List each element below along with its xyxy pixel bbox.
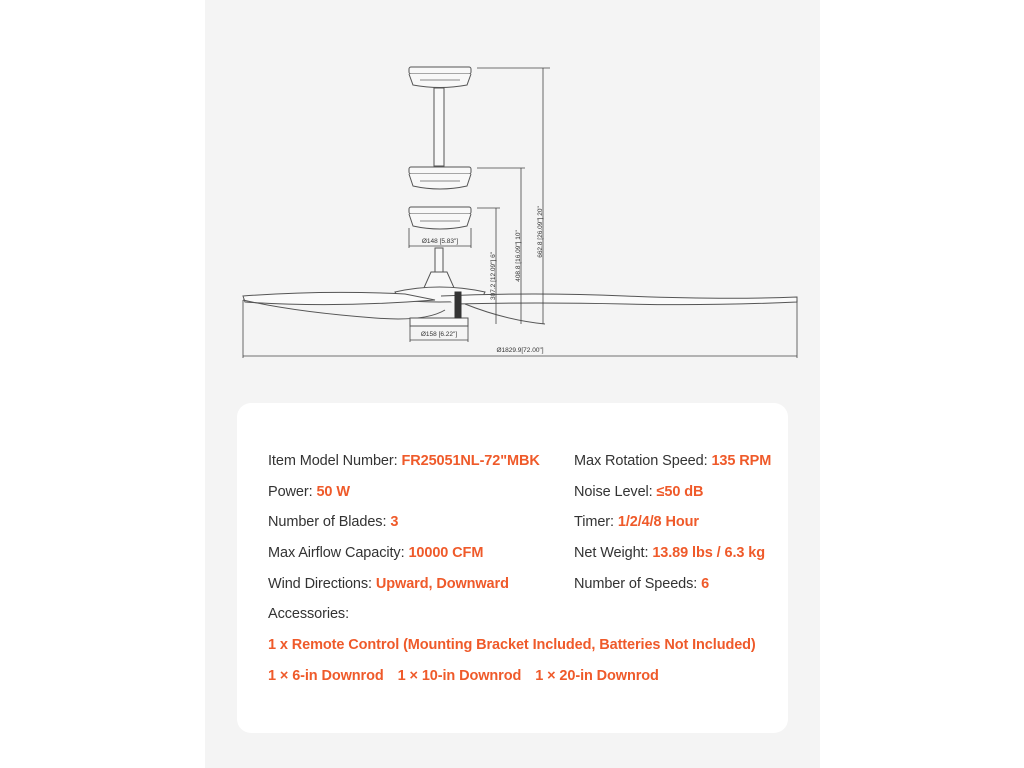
accessory-downrod-10in: 1 × 10-in Downrod — [397, 668, 522, 684]
accessory-remote: 1 x Remote Control (Mounting Bracket Included, Batteries Not Included) — [268, 637, 756, 653]
spec-rotation-speed — [574, 453, 771, 469]
spec-label: Item Model Number: — [268, 453, 402, 469]
spec-label: Max Rotation Speed: — [574, 453, 712, 469]
spec-value: 13.89 lbs / 6.3 kg — [652, 545, 765, 561]
spec-power — [268, 484, 350, 500]
accessory-downrods — [268, 668, 673, 684]
spec-label: Wind Directions: — [268, 576, 376, 592]
dim-motor-diameter: Ø158 [6.22"] — [420, 331, 458, 338]
spec-label: Timer: — [574, 514, 618, 530]
dim-blade-span: Ø1829.9[72.00"] — [496, 347, 544, 354]
dim-height-mid: 408.8 [16.09"] 10" — [515, 230, 522, 282]
dim-canopy-diameter: Ø148 [5.83"] — [421, 238, 459, 245]
dim-height-total: 662.8 [26.09"] 20" — [537, 206, 544, 258]
accessory-downrod-6in: 1 × 6-in Downrod — [268, 668, 384, 684]
fan-diagram-svg — [205, 0, 820, 400]
spec-value: Upward, Downward — [375, 576, 509, 592]
spec-card — [237, 403, 788, 733]
spec-model-number — [268, 453, 540, 469]
spec-timer — [574, 514, 699, 530]
spec-value: 3 — [390, 514, 399, 530]
spec-airflow — [268, 545, 483, 561]
dim-height-short: 307.2 [12.09"] 6" — [490, 252, 497, 300]
spec-value: 135 RPM — [711, 453, 772, 469]
spec-label: Noise Level: — [574, 484, 657, 500]
spec-wind-directions — [268, 576, 509, 592]
spec-label: Net Weight: — [574, 545, 653, 561]
spec-label: Number of Speeds: — [574, 576, 702, 592]
spec-value: 10000 CFM — [408, 545, 484, 561]
spec-label: Number of Blades: — [268, 514, 391, 530]
spec-value: 50 W — [316, 484, 350, 500]
spec-value: FR25051NL-72"MBK — [401, 453, 540, 469]
spec-blades — [268, 514, 398, 530]
product-panel — [205, 0, 820, 768]
accessories-label: Accessories: — [268, 606, 349, 622]
spec-label: Max Airflow Capacity: — [268, 545, 409, 561]
spec-value: 6 — [701, 576, 710, 592]
spec-label: Power: — [268, 484, 317, 500]
spec-net-weight — [574, 545, 765, 561]
spec-speeds — [574, 576, 709, 592]
fan-dimension-drawing — [205, 0, 820, 400]
accessory-downrod-20in: 1 × 20-in Downrod — [535, 668, 659, 684]
spec-noise-level — [574, 484, 703, 500]
spec-value: 1/2/4/8 Hour — [617, 514, 699, 530]
spec-value: ≤50 dB — [656, 484, 704, 500]
